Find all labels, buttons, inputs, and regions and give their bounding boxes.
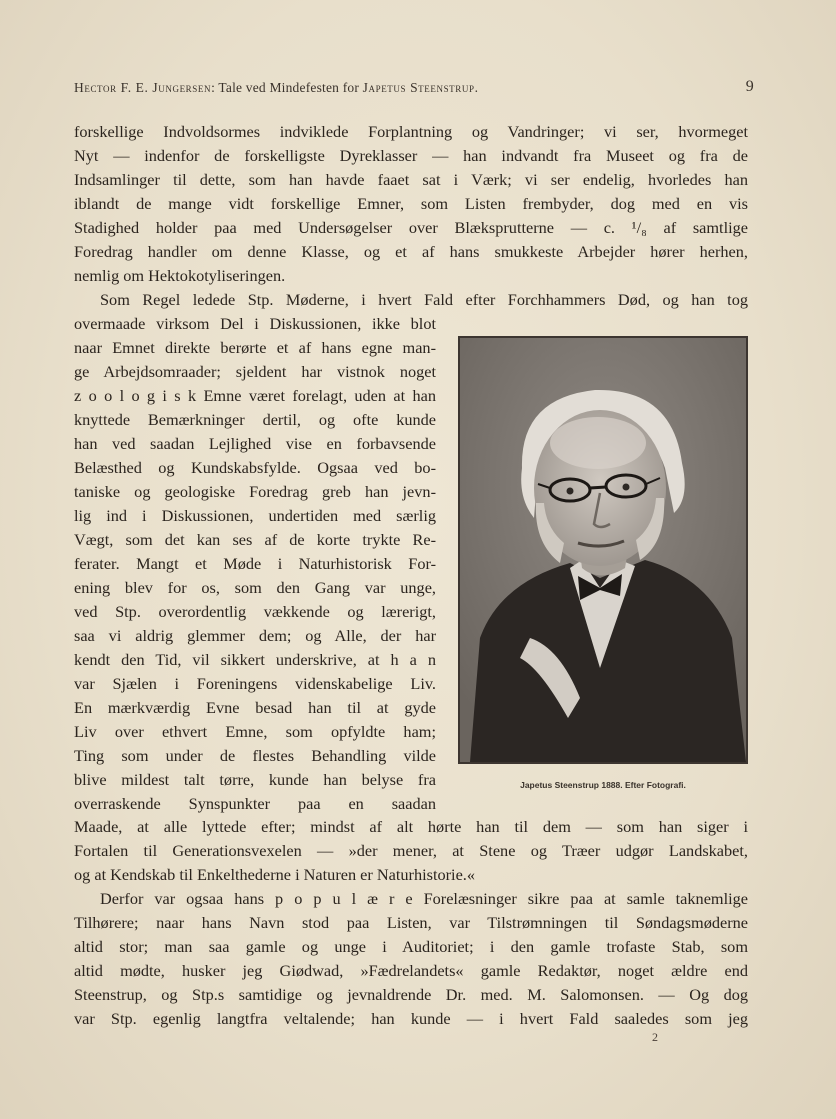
- text-line: Liv over ethvert Emne, som opfyldte ham;: [74, 722, 436, 741]
- text-line: Fortalen til Generationsvexelen — »der mener, at Stene og Træer udgør Landskabet,: [74, 841, 748, 860]
- text-line: ved Stp. overordentlig vækkende og lærerigt,: [74, 602, 436, 621]
- header-title: : Tale ved Mindefesten for: [211, 80, 363, 95]
- signature-mark: 2: [652, 1030, 658, 1044]
- text-line: z o o l o g i s k Emne været forelagt, uden at han: [74, 386, 436, 405]
- page-number: 9: [745, 78, 754, 95]
- text-line: nemlig om Hektokotyliseringen.: [74, 266, 286, 285]
- text-line: og at Kendskab til Enkelthederne i Naturen er Naturhistorie.«: [74, 865, 476, 884]
- header-period: .: [474, 80, 479, 95]
- text-line: Indsamlinger til dette, som han havde faaet sat i Værk; vi ser endelig, hvorledes han: [74, 170, 748, 189]
- text-line: ferater. Mangt et Møde i Naturhistorisk For-: [74, 554, 436, 573]
- text-line: var Stp. egenlig langtfra veltalende; han kunde — i hvert Fald saaledes som jeg: [74, 1009, 748, 1028]
- text-line: Tilhørere; naar hans Navn stod paa Listen, var Tilstrømningen til Søndagsmøderne: [74, 913, 748, 932]
- photo-caption: Japetus Steenstrup 1888. Efter Fotografi.: [520, 780, 686, 790]
- text-line: taniske og geologiske Foredrag greb han jevn-: [74, 482, 436, 501]
- text-line: overmaade virksom Del i Diskussionen, ikke blot: [74, 314, 436, 333]
- text-line: kendt den Tid, vil sikkert underskrive, at h a n: [74, 650, 436, 669]
- text-line: altid mødte, husker jeg Giødwad, »Fædrelandets« gamle Redaktør, noget ældre end: [74, 961, 748, 980]
- text-line: iblandt de mange vidt forskellige Emner, som Listen frembyder, dog med en vis: [74, 194, 748, 213]
- text-line: naar Emnet direkte berørte et af hans egne man-: [74, 338, 436, 357]
- text-line: Foredrag handler om denne Klasse, og et af hans smukkeste Arbejder hører herhen,: [74, 242, 748, 261]
- header-author: Hector F. E. Jungersen: [74, 80, 212, 95]
- text-line: Nyt — indenfor de forskelligste Dyreklasser — han indvandt fra Museet og fra de: [74, 146, 748, 165]
- text-line: Vægt, som det kan ses af de korte trykte Re-: [74, 530, 436, 549]
- text-line: Maade, at alle lyttede efter; mindst af alt hørte han til dem — som han siger i: [74, 817, 748, 836]
- text-line: blive mildest talt tørre, kunde han belyse fra: [74, 770, 436, 789]
- text-line: Steenstrup, og Stp.s samtidige og jevnaldrende Dr. med. M. Salomonsen. — Og dog: [74, 985, 748, 1004]
- text-line: Ting som under de flestes Behandling vilde: [74, 746, 436, 765]
- text-line: Derfor var ogsaa hans p o p u l æ r e Forelæsninger sikre paa at samle taknemlige: [100, 889, 748, 908]
- text-line: ge Arbejdsomraader; sjeldent har vistnok noget: [74, 362, 436, 381]
- header-subject: Japetus Steenstrup: [362, 80, 475, 95]
- text-line: saa vi aldrig glemmer dem; og Alle, der har: [74, 626, 436, 645]
- text-line: forskellige Indvoldsormes indviklede Forplantning og Vandringer; vi ser, hvormeget: [74, 122, 748, 141]
- portrait-photo: [458, 336, 748, 764]
- running-header: [74, 80, 754, 96]
- text-line: ening blev for os, som den Gang var unge,: [74, 578, 436, 597]
- text-line: Som Regel ledede Stp. Møderne, i hvert Fald efter Forchhammers Død, og han tog: [100, 290, 748, 309]
- text-line: altid stor; man saa gamle og unge i Auditoriet; i den gamle trofaste Stab, som: [74, 937, 748, 956]
- portrait-image: [460, 338, 746, 762]
- text-line: han ved saadan Lejlighed vise en forbavsende: [74, 434, 436, 453]
- text-line: var Sjælen i Foreningens videnskabelige Liv.: [74, 674, 436, 693]
- text-line: Belæsthed og Kundskabsfylde. Ogsaa ved bo-: [74, 458, 436, 477]
- text-line: knyttede Bemærkninger dertil, og ofte kunde: [74, 410, 436, 429]
- text-line: En mærkværdig Evne besad han til at gyde: [74, 698, 436, 717]
- text-line: Stadighed holder paa med Undersøgelser over Blæksprutterne — c. ¹/₈ af samtlige: [74, 218, 748, 237]
- text-line: lig ind i Diskussionen, undertiden med særlig: [74, 506, 436, 525]
- text-line: overraskende Synspunkter paa en saadan: [74, 794, 436, 813]
